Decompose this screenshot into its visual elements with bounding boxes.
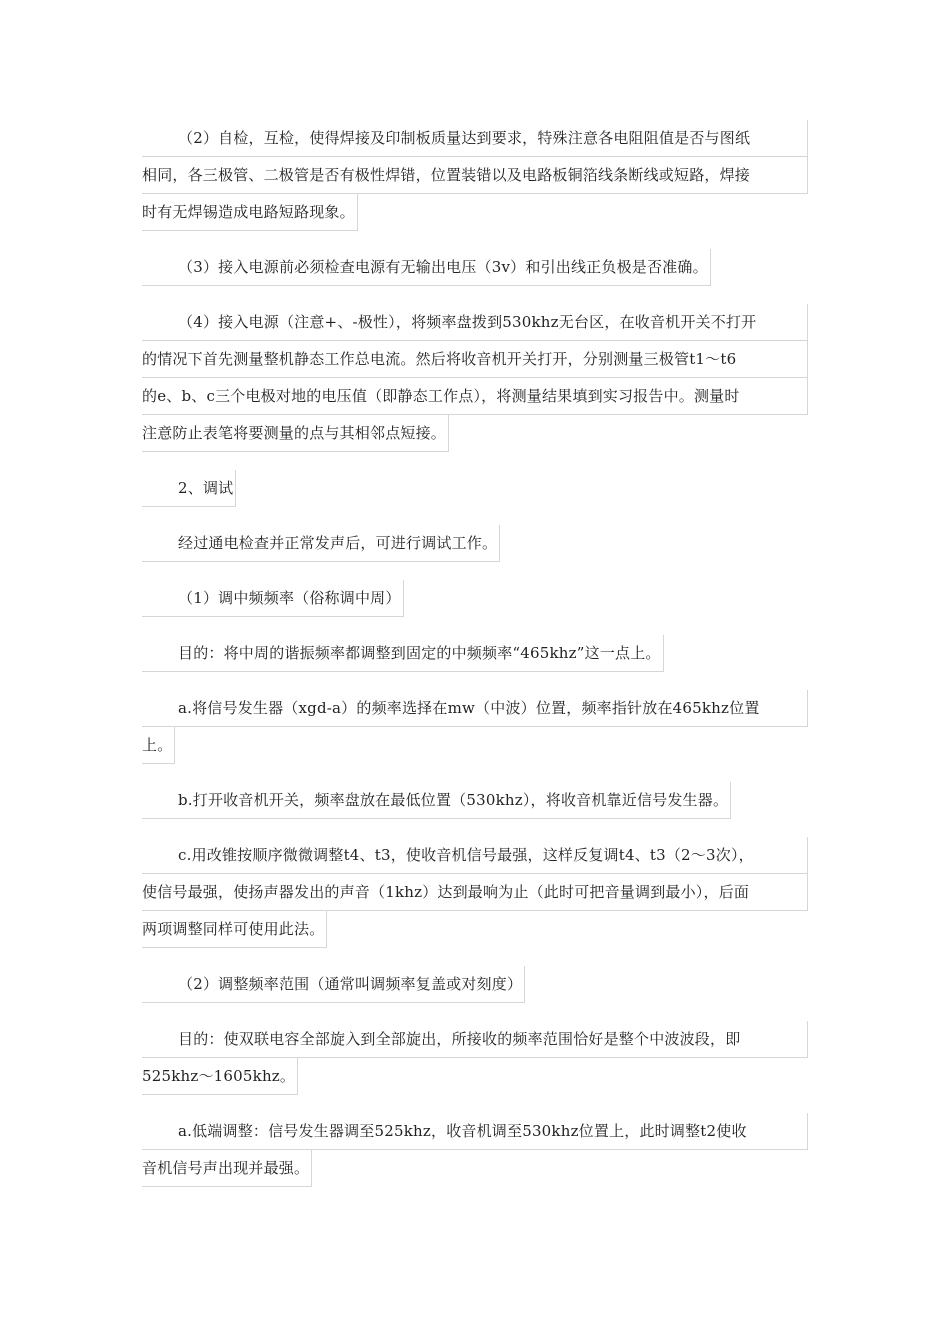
text-line: 的e、b、c三个电极对地的电压值（即静态工作点），将测量结果填到实习报告中。测量时: [142, 378, 808, 415]
paragraph-if-purpose: [142, 635, 810, 672]
text-line: 上。: [142, 727, 175, 764]
text-line: （1）调中频频率（俗称调中周）: [142, 580, 404, 617]
text-line: 音机信号声出现并最强。: [142, 1150, 312, 1187]
text-line: 相同，各三极管、二极管是否有极性焊错，位置装错以及电路板铜箔线条断线或短路，焊接: [142, 157, 808, 194]
paragraph-debug-intro: [142, 525, 810, 562]
paragraph-range-purpose: [142, 1021, 810, 1095]
paragraph-self-inspection: [142, 120, 810, 231]
paragraph-step-c: [142, 837, 810, 948]
section-heading-debug: [142, 470, 810, 507]
subheading-if-frequency: [142, 580, 810, 617]
text-line: （4）接入电源（注意+、-极性），将频率盘拨到530khz无台区，在收音机开关不打开: [142, 304, 808, 341]
text-line: a.将信号发生器（xgd-a）的频率选择在mw（中波）位置，频率指针放在465khz位置: [142, 690, 808, 727]
text-line: 使信号最强，使扬声器发出的声音（1khz）达到最响为止（此时可把音量调到最小），后面: [142, 874, 808, 911]
text-line: 目的：将中周的谐振频率都调整到固定的中频频率“465khz”这一点上。: [142, 635, 664, 672]
text-line: 经过通电检查并正常发声后，可进行调试工作。: [142, 525, 500, 562]
paragraph-step-b: [142, 782, 810, 819]
text-line: 两项调整同样可使用此法。: [142, 911, 327, 948]
text-line: （2）调整频率范围（通常叫调频率复盖或对刻度）: [142, 966, 525, 1003]
document-page: [142, 120, 810, 1205]
paragraph-power-connect: [142, 304, 810, 452]
text-line: 时有无焊锡造成电路短路现象。: [142, 194, 358, 231]
text-line: 目的：使双联电容全部旋入到全部旋出，所接收的频率范围恰好是整个中波波段，即: [142, 1021, 808, 1058]
text-line: 注意防止表笔将要测量的点与其相邻点短接。: [142, 415, 449, 452]
text-line: c.用改锥按顺序微微调整t4、t3，使收音机信号最强，这样反复调t4、t3（2～3次），: [142, 837, 808, 874]
text-line: a.低端调整：信号发生器调至525khz，收音机调至530khz位置上，此时调整t2使收: [142, 1113, 808, 1150]
paragraph-step-a: [142, 690, 810, 764]
text-line: （3）接入电源前必须检查电源有无输出电压（3v）和引出线正负极是否准确。: [142, 249, 711, 286]
text-line: b.打开收音机开关，频率盘放在最低位置（530khz），将收音机靠近信号发生器。: [142, 782, 731, 819]
text-line: （2）自检，互检，使得焊接及印制板质量达到要求，特殊注意各电阻阻值是否与图纸: [142, 120, 808, 157]
paragraph-low-end-adjust: [142, 1113, 810, 1187]
paragraph-power-check: [142, 249, 810, 286]
text-line: 的情况下首先测量整机静态工作总电流。然后将收音机开关打开，分别测量三极管t1～t6: [142, 341, 808, 378]
text-line: 2、调试: [142, 470, 236, 507]
text-line: 525khz～1605khz。: [142, 1058, 298, 1095]
subheading-frequency-range: [142, 966, 810, 1003]
